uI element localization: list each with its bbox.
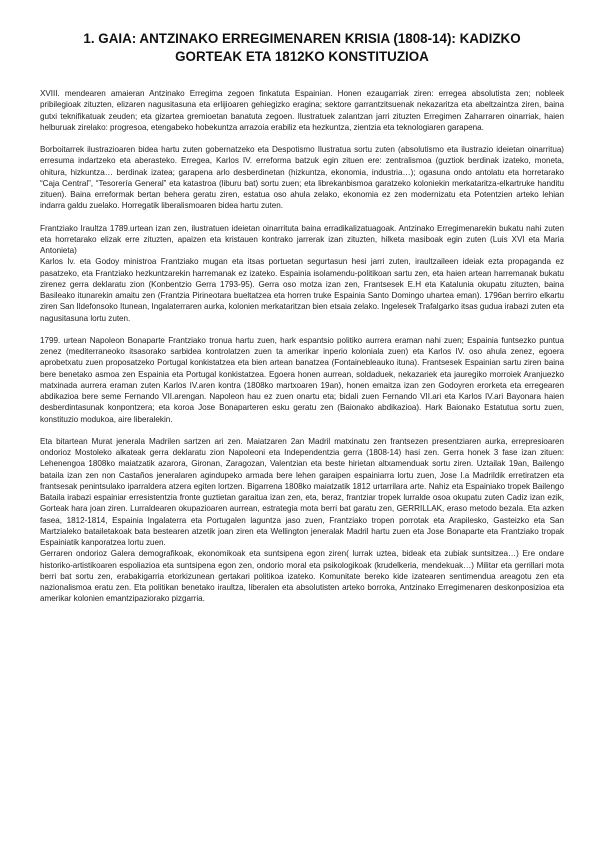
paragraph-borboitarrak: Borboitarrek ilustrazioaren bidea hartu zuten gobernatzeko eta Despotismo Ilustratua sortu zuten (absolutismo eta ilustrazio ideietan oinarritua) erresuma indartzeko eta aberasteko. Erregea, Karlos IV. erreforma batzuk egin zituen ere: zentralismoa (guztiok berdinak izateko, moneta, ohitura, hizkuntza… berdinak izatea; garapena arlo desberdinetan (hizkuntza, ekonomia, industria…); ogasuna ondo antolatu eta horretarako “Caja Central”, “Tesorería General” eta katastroa (liburu bat) sortu zuen; eta librekanbismoa garatzeko koloniekin merkataritza-elkartruke handitu zituen). Baina erreformak bertan behera geratu ziren, estatua oso ahula zelako, ekonomia ez zen modernizatu eta Potentzien arteko lehian indarra galdu zuelako. Horregatik liberalismoaren bidea hartu zuten. xyxy=(40,145,564,211)
paragraph-independentzia-gerra: Eta bitartean Murat jenerala Madrilen sartzen ari zen. Maiatzaren 2an Madril matxinatu zen frantsezen presentziaren aurka, errepresioaren ondorioz Mostoleko alkateak gerra deklaratu zion Napoleoni eta Independentzia gerra (1808-14) hasi zen. Gerra honek 3 fase izan zituen: Lehenengoa 1808ko maiatzatik azarora, Gironan, Zaragozan, Valentzian eta beste hirietan altxamenduak sortu ziren. Uztailak 19an, Bailengo bataila izan zen non Castaños jeneralaren agindupeko armada bere lehen garaipen espainiarra lortu zuen, Jose I.a Madrildik erretiratzen eta frantsesak penintsulako iparraldera atzera egiten lortzen. Bigarrena 1808ko maiatzatik 1812 urtarrilara arte. Nahiz eta Espainiako tropek Bailengo Bataila irabazi espainiar erresistentzia fronte guztietan garaitua izan zen, eta, beraz, frantziar tropek lurralde osoa okupatu zuten Cadiz izan ezik, Gorteak hara joan ziren. Lurraldearen okupazioaren aurrean, estrategia mota berri bat garatu zen, GERRILLAK, eraso metodo bezala. Eta azken fasea, 1812-1814, Espainia Ingalaterra eta Portugalen laguntza jaso zuen, Frantziako tropen porrotak eta Arapilesko, Gasteizko eta San Martzialeko batailetakoak bata bestearen atzetik joan ziren eta Wellington jeneralak Madril hartu zuen eta Jose Bonaparte eta Frantziako tropak Espainiatik kanporatzea lortu zuen. xyxy=(40,436,564,547)
paragraph-frantziako-iraultza: Frantziako Iraultza 1789.urtean izan zen, ilustratuen ideietan oinarrituta baina erradikalizatuagoak. Antzinako Erregimenarekin bukatu nahi zuten eta horretarako elizak erre zituzten, apaizen eta kristauen kontrako jarrerak izan zituzten, hilketa masiboak egin zuten (Luis XVI eta Maria Antonieta) xyxy=(40,223,564,255)
paragraph-gerraren-ondorioak: Gerraren ondorioz Galera demografikoak, ekonomikoak eta suntsipena egon ziren( lurrak uztea, bideak eta zubiak suntsitzea…) Ere ondare historiko-artistikoaren espoliazioa eta suntsipena egon zen, ondorio moral eta psikologikoak (krudelkeria, mendekuak…) Militar eta gerrillari mota berri bat sortu zen, erabakigarria etorkizunean gertakari politikoa izateko. Komunitate bereko kide izatearen sentimendua areagotu zen eta nazionalismoa eratu zen. Eta politikan benetako iraultza, liberalen eta absolutisten arteko borroka, Antzinako Erregimenaren deskonposizioa eta amerikar kolonien emantzipaziorako pizgarria. xyxy=(40,549,564,604)
paragraph-intro: XVIII. mendearen amaieran Antzinako Erregima zegoen finkatuta Espainian. Honen ezaugarriak ziren: erregea absolutista zen; nobleek pribilegioak zituzten, elizaren nagusitasuna eta erlijioaren gehiegizko eragina; sektore garrantzitsuenak nekazaritza eta abeltzaintza ziren, baina gutxi teknifikatuak zeuden; eta gizartea gremioetan banatuta zegoen. Ilustratuek zalantzan jarri zituzten Erregimen Zaharraren oinarriak, haien helburuak zirelako: progresoa, etengabeko hobekuntza arrazoia erabiliz eta hezkuntza, zientzia eta teknologiaren garapena. xyxy=(40,89,564,132)
title-line-2: GORTEAK ETA 1812KO KONSTITUZIOA xyxy=(175,49,429,64)
title-line-1: 1. GAIA: ANTZINAKO ERREGIMENAREN KRISIA (1808-14): KADIZKO xyxy=(83,31,521,46)
page-title xyxy=(40,30,564,66)
paragraph-napoleon: 1799. urtean Napoleon Bonaparte Frantziako tronua hartu zuen, hark espantsio politiko aurrera eraman nahi zuen; Espainia funtsezko puntua zenez (mediterraneoko itsasorako sarbidea kontrolatzen zuen ta amerikar inperio koloniala zuen) eta Karlos IV. oso ahula zenez, egoera aprobetxatu zuen proposatzeko Portugal konkistatzea eta bien artean banatzea (Fontainebleauko ituna). Frantsesek Espainian sartu ziren baina bere benetako asmoa zen Espainia eta Portugal konkistatzea. Egoera honen aurrean, soldaduek, nekazariek eta jauregiko morroiek Aranjuezko matxinada aurrera eraman zuten Karlos IV.aren kontra (1808ko martxoaren 19an), honen emaitza izan zen Godoyren erorketa eta erregearen abdikazioa bere seme Fernando VII.arengan. Napoleon hau ez zuen onartu eta; bidali zuen Fernando VII.ari eta Karlos IV.ari Bayonara haien desberdintasunak konpontzera; eta koroa Jose Bonaparteren esku geratu zen (Baionako abdikazioa). Hark Baionako Estatutua sortu zuen, konstituzio modukoa, aire liberalekin. xyxy=(40,335,564,424)
paragraph-karlos-godoy: Karlos Iv. eta Godoy ministroa Frantziako mugan eta itsas portuetan segurtasun hesi jarri zuten, iraultzaileen ideiak ezta propaganda ez pasatzeko, eta Frantziako hezkuntzarekin harremanak ez izateko. Espainia isolamendu-politikoan sartu zen, eta haien artean harremanak bukatu zirenez gerra deklaratu zion (Konbentzio Gerra 1793-95). Gerra oso motza izan zen, Frantsesek E.H eta Katalunia okupatu zituzten, baina Basileako itunarekin amaitu zen (Frantzia Pirineotara bueltatzea eta horren truke Espainia Santo Domingo uhartea eman). 1796an berriro elkartu ziren San Ildefonsoko Itunean, Ingalaterraren aurka, kolonien merkataritzan bien etsaia zelako. Ingelesek Trafalgarko itsas gudua irabazi zuten eta nagusitasuna lortu zuten. xyxy=(40,257,564,323)
